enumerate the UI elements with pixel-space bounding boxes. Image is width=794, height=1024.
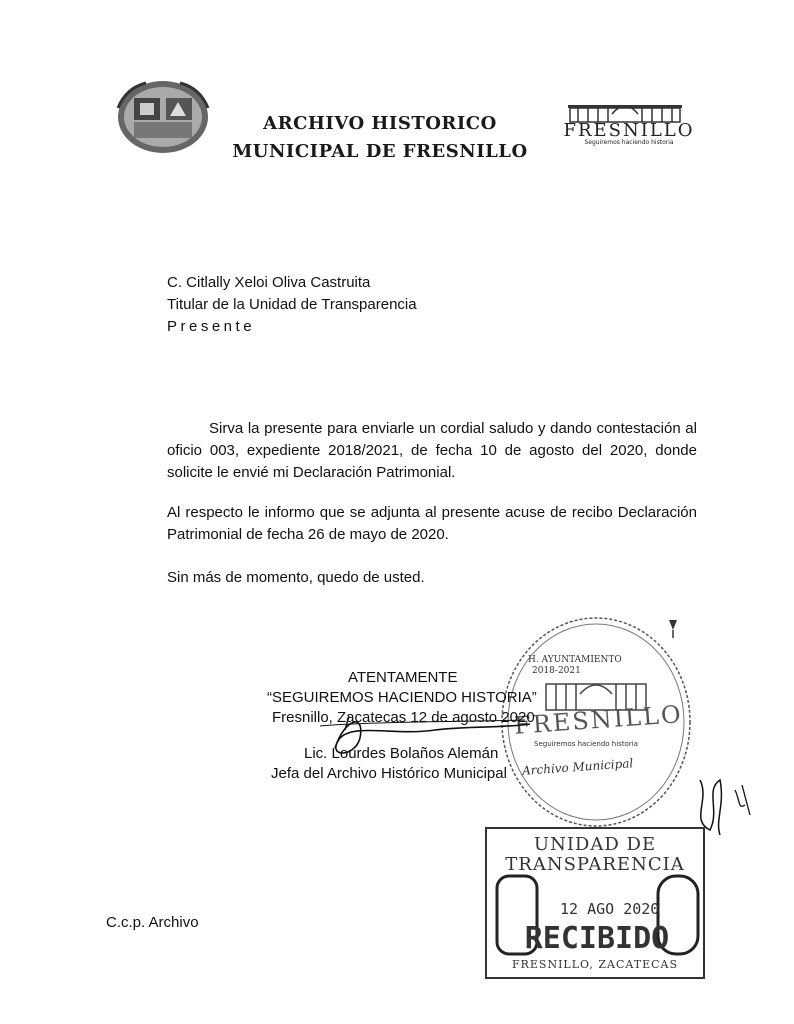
- ccp-note: C.c.p. Archivo: [106, 914, 199, 931]
- recipient-name: C. Citlally Xeloi Oliva Castruita: [167, 274, 371, 291]
- received-stamp-line2: TRANSPARENCIA: [505, 854, 685, 875]
- place-date-text: Fresnillo, Zacatecas 12 de agosto 2020: [272, 709, 535, 726]
- logo-name-text: FRESNILLO: [563, 120, 695, 141]
- received-stamp-line1: UNIDAD DE: [533, 834, 657, 855]
- fresnillo-logo: [548, 100, 710, 146]
- seal-tagline: Seguiremos haciendo historia: [534, 740, 638, 748]
- logo-tagline-text: Seguiremos haciendo historia: [584, 139, 674, 146]
- closing-text: ATENTAMENTE: [348, 669, 458, 686]
- recibido-word: RECIBIDO: [524, 921, 670, 956]
- recipient-position: Titular de la Unidad de Transparencia: [167, 296, 417, 313]
- check-mark-icon: [667, 618, 679, 640]
- received-date: 12 AGO 2020: [560, 900, 660, 918]
- received-city: FRESNILLO, ZACATECAS: [511, 958, 679, 971]
- body-paragraph-2: Al respecto le informo que se adjunta al presente acuse de recibo Declaración Patrimonial de fecha 26 de mayo de 2020.: [167, 504, 697, 543]
- seal-bottom-text: Archivo Municipal: [521, 756, 634, 778]
- handwritten-signature: [305, 708, 535, 768]
- body-paragraph-3: Sin más de momento, quedo de usted.: [167, 569, 425, 586]
- municipal-seal-logo: [116, 78, 210, 156]
- signer-name: Lic. Lourdes Bolaños Alemán: [304, 745, 499, 762]
- seal-name: FRESNILLO: [513, 700, 684, 740]
- seal-top-text: H. AYUNTAMIENTO: [528, 655, 622, 665]
- seal-years: 2018-2021: [532, 666, 581, 676]
- motto-text: “SEGUIREMOS HACIENDO HISTORIA”: [267, 689, 537, 706]
- body-paragraph-1: Sirva la presente para enviarle un cordial saludo y dando contestación al oficio 003, expediente 2018/2021, de fecha 10 de agosto del 2020, donde solicite le envié mi Declaración Patrimonial.: [167, 420, 697, 481]
- signer-title: Jefa del Archivo Histórico Municipal: [271, 765, 507, 782]
- header-title-line2: MUNICIPAL DE FRESNILLO: [232, 141, 528, 162]
- header-title-line1: ARCHIVO HISTORICO: [263, 113, 497, 134]
- recipient-greeting: Presente: [167, 318, 256, 335]
